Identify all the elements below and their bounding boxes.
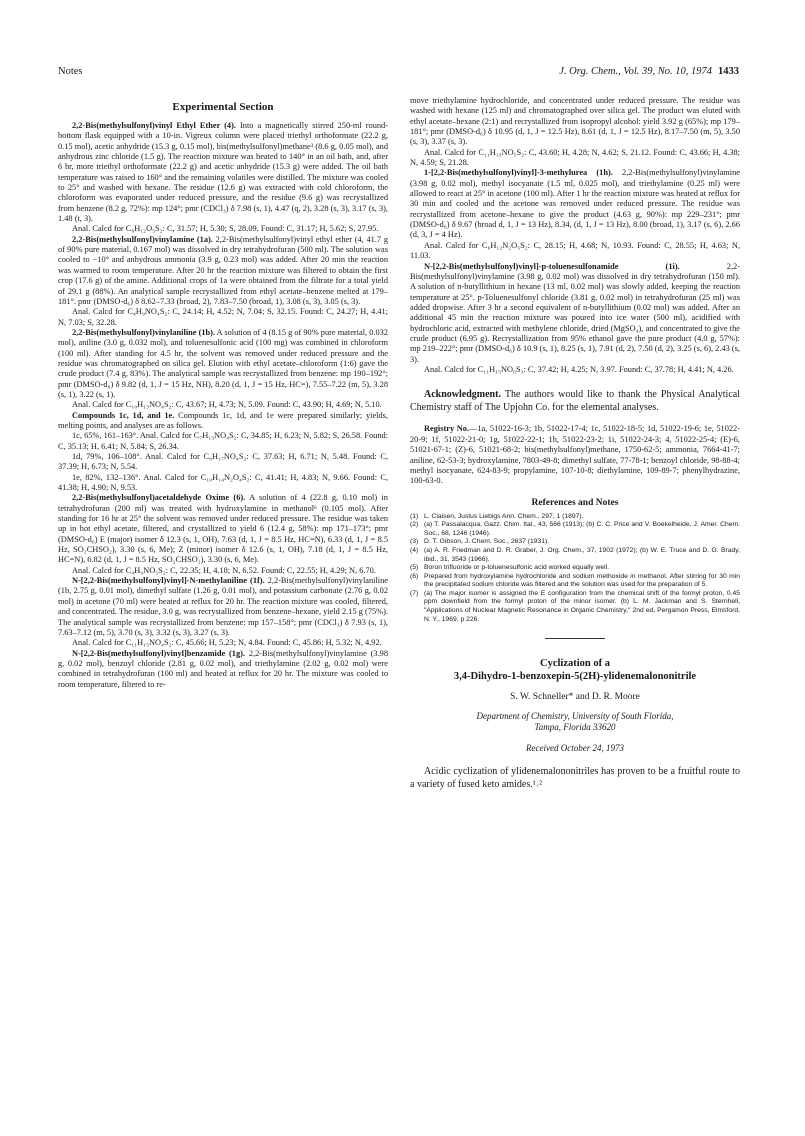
acknowledgment-heading: Acknowledgment. <box>424 389 501 401</box>
analysis-line: Anal. Calcd for C₄H₉NO₅S₂: C, 22.35; H, 4.18; N, 6.52. Found: C, 22.55; H, 4.29; N, 6.70. <box>72 565 376 575</box>
reference-number: (4) <box>410 546 419 554</box>
paragraph-heading: N-[2,2-Bis(methylsulfonyl)vinyl]benzamide (1g). <box>72 648 246 658</box>
affiliation-line-1: Department of Chemistry, University of South Florida, <box>476 711 674 722</box>
analysis-line: Anal. Calcd for C₁₁H₁₃NO₅S₂: C, 43.60; H, 4.28; N, 4.62; S, 21.12. Found: C, 43.66; H, 4.38; N, 4.59; S, 21.28. <box>410 147 740 168</box>
reference-number: (7) <box>410 589 419 597</box>
reference-text: D. T. Gibson, J. Chem. Soc., 2637 (1931). <box>424 538 550 546</box>
analysis-line: Anal. Calcd for C₁₁H₁₅NO₄S₂: C, 45.66; H, 5.23; N, 4.84. Found: C, 45.86; H, 5.32; N, 4.92. <box>72 638 382 648</box>
left-column <box>58 96 388 1096</box>
analysis-line-1e: 1e, 82%, 132–136°. Anal. Calcd for C₁₀H₁₄N₂O₄S₂: C, 41.41; H, 4.83; N, 9.66. Found: C, 41.38; H, 4.90; N, 9.53. <box>58 472 388 493</box>
reference-text: Prepared from hydroxylamine hydrochloride and sodium methoxide in methanol. After stirring for 30 min the precipitated sodium chloride was filtered and the solution was used for the preparation of 5. <box>424 572 740 589</box>
journal-name: J. Org. Chem., Vol. 39, No. 10, 1974 <box>559 66 712 77</box>
analysis-line: Anal. Calcd for C₆H₁₂N₂O₅S₂: C, 28.15; H, 4.68; N, 10.93. Found: C, 28.55; H, 4.63; N, 11.03. <box>410 240 740 261</box>
registry-text: —1a, 51022-16-3; 1b, 51022-17-4; 1c, 51022-18-5; 1d, 51022-19-6; 1e, 51022-20-9; 1f, 51022-21-0; 1g, 51022-22-1; 1h, 51022-23-2; 1i, 51022-24-3; 4, 51022-25-4; (E)-6, 51021-67-1; (Z)-6, 51021-68-2; bis(methylsulfonyl)methane, 1750-62-5; ammonia, 7664-41-7; aniline, 62-53-3; hydroxylamine, 7803-49-8; dimethyl sulfate, 77-78-1; benzoyl chloride, 98-88-4; methyl isocyanate, 624-83-9; propylamine, 107-10-8; diethylamine, 109-89-7; phenylhydrazine, 100-63-0. <box>410 424 740 486</box>
acknowledgment-text: The authors would like to thank the Physical Analytical Chemistry staff of The Upjohn Co. for the elemental analyses. <box>410 389 740 413</box>
paragraph-heading: 2,2-Bis(methylsulfonyl)acetaldehyde Oxime (6). <box>72 493 246 503</box>
reference-number: (2) <box>410 521 419 529</box>
analysis-line: Anal. Calcd for C₄H₉NO₄S₂: C, 24.14; H, 4.52; N, 7.04; S, 32.15. Found: C, 24.27; H, 4.41; N, 7.03; S, 32.28. <box>58 307 388 327</box>
analysis-line: Anal. Calcd for C₆H₁₂O₅S₂: C, 31.57; H, 5.30; S, 28.09. Found: C, 31.17; H, 5.62; S, 27.95. <box>72 224 379 234</box>
article-lead-paragraph: Acidic cyclization of ylidenemalononitriles has proven to be a fruitful route to a variety of fused keto amides.¹˒² <box>410 766 740 790</box>
paragraph-body: 2,2-Bis(methylsulfonyl)vinylamine (3.98 g, 0.02 mol) was dissolved in dry tetrahydrofuran (150 ml). A solution of n-butyllithium in hexane (13 ml, 0.02 mol) was slowly added, keeping the reaction temperature at 25°. p-Toluenesulfonyl chloride (3.81 g, 0.02 mol) in tetrahydrofuran (25 ml) was added dropwise. After 3 hr a second equivalent of n-butyllithium (0.02 mol) was added. After an additional 45 min the reaction mixture was poured into ice water (500 ml), acidified with hydrochloric acid, extracted with methylene chloride, dried (MgSO₄), and concentrated to give the crude product (6.95 g). Recrystallization from 95% ethanol gave the pure product (4.0 g, 57%): mp 219–222°; pmr (DMSO-d₆) δ 10.9 (s, 1), 8.25 (s, 1), 7.91 (d, 2), 7.50 (d, 2), 3.25 (s, 6), 2.43 (s, 3). <box>410 261 740 364</box>
analysis-line-1c: 1c, 65%, 161–163°. Anal. Calcd for C₇H₁₃NO₄S₂: C, 34.85; H, 6.23; N, 5.82; S, 26.58. Found: C, 35.13; H, 6.41; N, 5.84; S, 26.34. <box>58 431 388 451</box>
reference-number: (3) <box>410 538 419 546</box>
analysis-line: Anal. Calcd for C₁₁H₁₅NO₆S₃: C, 37.42; H, 4.25; N, 3.97. Found: C, 37.78; H, 4.41; N, 4.26. <box>424 364 734 374</box>
reference-number: (1) <box>410 512 419 520</box>
paragraph-body: A solution of 4 (8.15 g of 90% pure material, 0.032 mol), aniline (3.0 g, 0.032 mol), and toluenesulfonic acid (100 mg) was combined in chloroform (100 ml). After standing for 4.5 hr, the solvent was removed under reduced pressure and the residue was chromatographed on silica gel. Elution with ethyl acetate–chloroform (1:6) gave the crude product (7.4 g, 83%). The analytical sample was recrystallized from benzene: mp 190–192°; pmr (DMSO-d₆) δ 9.82 (d, 1, J = 15 Hz, NH), 8.20 (d, 1, J = 15 Hz, HC=), 7.55–7.22 (m, 5), 3.28 (s, 1), 3.22 (s, 1). <box>58 327 388 399</box>
paragraph-compound-6 <box>58 493 388 565</box>
section-title: Experimental Section <box>172 101 274 113</box>
paragraph-body: Compounds 1c, 1d, and 1e were prepared similarly; yields, melting points, and analyses are as follows. <box>58 410 388 430</box>
paragraph-body: 2,2-Bis(methylsulfonyl)vinyl ethyl ether (4, 41.7 g of 90% pure material, 0.167 mol) was dissolved in dry tetrahydrofuran (500 ml). The solution was cooled to −10° and anhydrous ammonia (3.9 g, 0.23 mol) was added. After 20 min the reaction was warmed to room temperature. After 20 hr the reaction mixture was filtered to obtain the first crop (17.6 g) of the amine. Additional crops of 1a were obtained from the filtrate for a total yield of 29.1 g (88%). An analytical sample recrystallized from ethyl acetate–benzene melted at 179–181°. pmr (DMSO-d₆) δ 8.62–7.33 (broad, 2), 7.83–7.50 (broad, 1), 3.08 (s, 3), 3.05 (s, 3). <box>58 234 388 306</box>
divider <box>545 638 605 639</box>
paragraph-heading: 1-[2,2-Bis(methylsulfonyl)vinyl]-3-methylurea (1h). <box>424 168 613 178</box>
affiliation-line-2: Tampa, Florida 33620 <box>534 722 616 733</box>
paragraph-body: 2,2-Bis(methylsulfonyl)vinylamine (3.98 g, 0.02 mol), methyl isocyanate (1.5 ml, 0.025 mol), and triethylamine (0.25 ml) were allowed to react at 25° in acetone (100 ml). After 1 hr the reaction mixture was heated at reflux for 30 min and cooled and the acetone was removed under reduced pressure. The residue was recrystallized from acetone–hexane to give the product (4.63 g, 90%): mp 229–231°; pmr (DMSO-d₆) δ 9.67 (broad d, 1, J = 13 Hz), 8.34, (d, 1, J = 13 Hz), 8.00 (broad, 1), 3.17 (s, 6), 2.66 (d, 3, J = 4 Hz). <box>410 168 740 240</box>
paragraph-compound-1i <box>410 262 740 365</box>
reference-item <box>410 513 740 522</box>
paragraph-compounds-1c-1e <box>58 411 388 432</box>
received-date: Received October 24, 1973 <box>526 743 624 754</box>
paragraph-body: A solution of 4 (22.8 g, 0.10 mol) in tetrahydrofuran (200 ml) was treated with hydroxylamine in methanol⁶ (0.105 mol). After standing for 16 hr at 25° the solvent was removed under reduced pressure. The residue was taken up in hot ethyl acetate, filtered, and crystallized to yield 6 (12.4 g, 58%): mp 171–173°; pmr (DMSO-d₆) E (major) isomer δ 12.3 (s, 1, OH), 7.63 (d, 1, J = 8.5 Hz, HC=N), 6.33 (d, 1, J = 8.5 Hz, SO₂CHSO₂), 3.30 (s, 6, Me); Z (minor) isomer δ 12.6 (s, 1, OH), 7.18 (d, 1, J = 8.5 Hz, HC=N), 6.82 (d, 1, J = 8.5 Hz, SO₂CHSO₂), 3.30 (s, 6, Me). <box>58 493 388 565</box>
running-head <box>58 66 739 80</box>
reference-text: Boron trifluoride or p-toluenesulfonic acid worked equally well. <box>424 564 609 572</box>
paragraph-compound-1b <box>58 328 388 400</box>
registry-numbers <box>410 424 740 486</box>
page-number: 1433 <box>718 66 739 77</box>
reference-number: (5) <box>410 564 419 572</box>
paragraph-body: 2,2-Bis(methylsulfonyl)vinylamine (3.98 g, 0.02 mol), benzoyl chloride (2.81 g, 0.02 mol), and triethylamine (2.02 g, 0.02 mol) were combined in tetrahydrofuran (100 ml) and heated at reflux for 20 hr. The mixture was cooled to room temperature, filtered to re- <box>58 648 388 689</box>
analysis-line: Anal. Calcd for C₁₀H₁₃NO₄S₂: C, 43.67; H, 4.73; N, 5.09. Found: C, 43.90; H, 4.69; N, 5.10. <box>72 400 382 410</box>
article-title <box>410 657 740 683</box>
paragraph-heading: 2,2-Bis(methylsulfonyl)vinylaniline (1b). <box>72 327 216 337</box>
analysis-line-1d: 1d, 79%, 106–108°. Anal. Calcd for C₈H₁₇NO₄S₂: C, 37.63; H, 6.71; N, 5.48. Found: C, 37.39; H, 6.73; N, 5.54. <box>58 452 388 472</box>
reference-item <box>410 573 740 590</box>
paragraph-compound-1a <box>58 235 388 307</box>
reference-item <box>410 564 740 573</box>
paragraph-heading: Compounds 1c, 1d, and 1e. <box>72 410 175 420</box>
section-label: Notes <box>58 66 83 77</box>
paragraph-compound-4 <box>58 121 388 224</box>
authors: S. W. Schneller* and D. R. Moore <box>510 692 640 703</box>
paragraph-compound-1g <box>58 649 388 690</box>
paragraph-continued: move triethylamine hydrochloride, and concentrated under reduced pressure. The residue was washed with hexane (125 ml) and chromatographed over silica gel. The product was eluted with ethyl acetate–hexane (2:1) and recrystallized from isopropyl alcohol: yield 3.92 g (65%); mp 179–181°; pmr (DMSO-d₆) δ 10.95 (d, 1, J = 12.5 Hz), 8.61 (d, 1, J = 12.5 Hz), 8.17–7.50 (m, 5), 3.50 (s, 3), 3.37 (s, 3). <box>410 96 740 147</box>
acknowledgment <box>410 389 740 414</box>
reference-text: (a) A. R. Friedman and D. R. Graber, J. Org. Chem., 37, 1902 (1972); (b) W. E. Truce and D. G. Brady, ibid., 31, 3543 (1966). <box>424 546 740 563</box>
article-title-line-2: 3,4-Dihydro-1-benzoxepin-5(2H)-ylidenemalononitrile <box>453 671 697 683</box>
reference-text: (a) The major isomer is assigned the E configuration from the chemical shift of the formyl proton, 0.45 ppm downfield from the formyl proton of the minor isomer. (b) L. M. Jackman and S. Sternhell, "Applications of Nuclear Magnetic Resonance in Organic Chemistry," 2nd ed, Pergamon Press, Elmsford, N. Y., 1969, p 226. <box>424 589 740 623</box>
affiliation <box>410 711 740 733</box>
paragraph-body: 2,2-Bis(methylsulfonyl)vinylaniline (1b, 2.75 g, 0.01 mol), dimethyl sulfate (1.26 g, 0.01 mol), and potassium carbonate (2.76 g, 0.02 mol) in acetone (70 ml) were heated at reflux for 20 hr. The reaction mixture was cooled, filtered, and concentrated. The residue, 3.0 g, was recrystallized from benzene–hexane, yield 2.15 g (75%). The analytical sample was recrystallized from benzene: mp 157–158°; pmr (CDCl₃) δ 7.93 (s, 1), 7.63–7.12 (m, 5), 3.70 (s, 3), 3.32 (s, 3), 3.27 (s, 3). <box>58 576 388 637</box>
paragraph-heading: N-[2,2-Bis(methylsulfonyl)vinyl]-N-methylaniline (1f). <box>72 576 265 586</box>
paragraph-compound-1h <box>410 168 740 240</box>
paragraph-heading: N-[2,2-Bis(methylsulfonyl)vinyl]-p-toluenesulfonamide (1i). <box>424 261 680 271</box>
reference-item <box>410 538 740 547</box>
paragraph-heading: 2,2-Bis(methylsulfonyl)vinyl Ethyl Ether (4). <box>72 121 236 130</box>
reference-item <box>410 590 740 624</box>
reference-number: (6) <box>410 572 419 580</box>
article-title-line-1: Cyclization of a <box>540 658 610 670</box>
right-column <box>410 96 740 1096</box>
paragraph-heading: 2,2-Bis(methylsulfonyl)vinylamine (1a). <box>72 234 213 244</box>
references-title: References and Notes <box>531 497 619 508</box>
registry-heading: Registry No. <box>424 424 469 434</box>
paragraph-body: Into a magnetically stirred 250-ml round-bottom flask equipped with a 10-in. Vigreux column were placed triethyl orthoformate (22.2 g, 0.15 mol), acetic anhydride (15.3 g, 0.15 mol), bis(methylsulfonyl)methane³ (8.6 g, 0.05 mol), and anhydrous zinc chloride (1.5 g). The reaction mixture was heated to 140° in an oil bath, and, after 6 hr, more triethyl orthoformate (22.2 g) and acetic anhydride (15.3 g) were added. The oil bath temperature was raised to 160° and the remaining volatiles were distilled. The mixture was cooled to 25° and washed with hexane. The residue (12.6 g) was extracted with cold chloroform, the chloroform was evaporated under reduced pressure, and the residue (9.6 g) was recrystallized from benzene (8.2 g, 72%): mp 124°; pmr (CDCl₃) δ 7.98 (s, 1), 4.47 (q, 2), 3.28 (s, 3), 3.17 (s, 3), 1.48 (t, 3). <box>58 121 388 224</box>
reference-text: L. Claisen, Justus Liebigs Ann. Chem., 297, 1 (1897). <box>424 512 584 520</box>
paragraph-compound-1f <box>58 576 388 638</box>
reference-item <box>410 547 740 564</box>
reference-text: (a) T. Passalacqua, Gazz. Chim. Ital., 43, 566 (1913); (b) C. C. Price and V. Boekelheide, J. Amer. Chem. Soc., 68, 1246 (1946). <box>424 521 740 537</box>
reference-item <box>410 521 740 538</box>
references-list <box>410 513 740 625</box>
journal-citation <box>559 66 739 77</box>
